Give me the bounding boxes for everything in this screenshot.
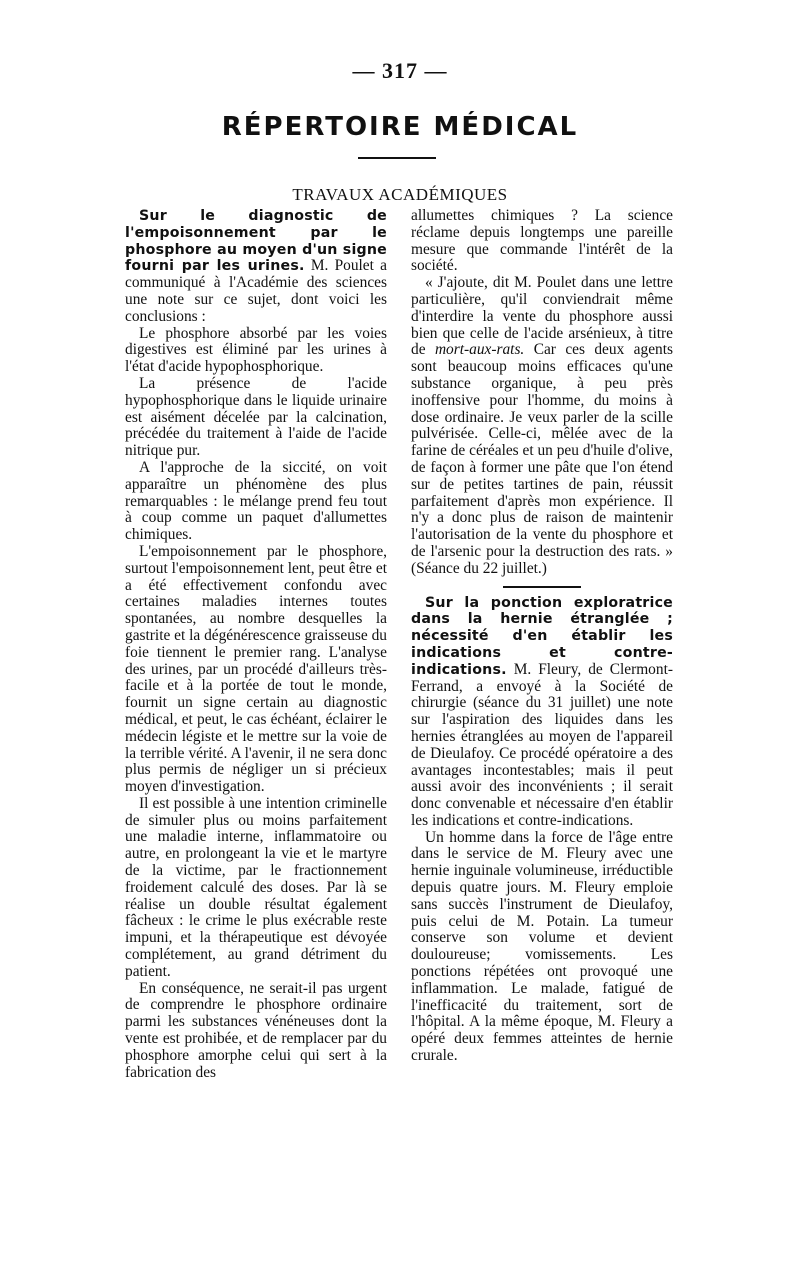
- subsection-title: TRAVAUX ACADÉMIQUES: [292, 185, 508, 204]
- title-divider: [358, 157, 436, 159]
- article1-paragraph: L'empoisonnement par le phosphore, surtout l'empoisonnement lent, peut être et a été effectivement confondu avec certaines maladies internes toutes spontanées, au nombre desquelles la gastrite et la dégénérescence graisseuse du foie tiennent le premier rang. L'analyse des urines, par un procédé d'ailleurs très-facile et à la portée de tout le monde, fournit un signe certain au diagnostic médical, et peut, le cas échéant, éclairer le médecin légiste et le mettre sur la voie de la terrible vérité. A l'avenir, il ne sera donc plus permis de négliger un si précieux moyen d'investigation.: [125, 542, 387, 796]
- article1-intro-text: M. Poulet a communiqué à l'Académie des sciences une note sur ce sujet, dont voici les conclusions :: [125, 257, 387, 325]
- article1-paragraph: A l'approche de la siccité, on voit apparaître un phénomène des plus remarquables : le mélange prend feu tout à coup comme un paquet d'allumettes chimiques.: [125, 458, 387, 544]
- article2-paragraph: Un homme dans la force de l'âge entre dans le service de M. Fleury avec une hernie inguinale volumineuse, irréductible depuis quatre jours. M. Fleury emploie sans succès l'instrument de Dieulafoy, puis celui de M. Potain. La tumeur conserve son volume et devient douloureuse; vomissements. Les ponctions répétées ont provoqué une inflammation. Le malade, fatigué de l'inefficacité du traitement, sort de l'hôpital. A la même époque, M. Fleury a opéré deux femmes atteintes de hernie crurale.: [411, 828, 673, 1065]
- page-number: — 317 —: [352, 58, 448, 83]
- article2-intro-text: M. Fleury, de Clermont-Ferrand, a envoyé à la Société de chirurgie (séance du 31 juillet) une note sur l'aspiration des liquides dans les hernies étranglées au moyen de l'appareil de Dieulafoy. Ce procédé opératoire a des avantages incontestables; mais il peut aussi avoir des inconvénients ; il serait donc convenable et nécessaire d'en établir les indications et contre-indications.: [411, 660, 673, 829]
- article1-paragraph: La présence de l'acide hypophosphorique dans le liquide urinaire est aisément décelée par la calcination, précédée du traitement à l'aide de l'acide nitrique pur.: [125, 374, 387, 460]
- article1-heading: Sur le diagnostic de l'empoisonnement par le phosphore au moyen d'un signe fourni par les urines.: [125, 208, 387, 275]
- article1-paragraph: En conséquence, ne serait-il pas urgent de comprendre le phosphore ordinaire parmi les substances vénéneuses dont la vente est prohibée, et de remplacer par du phosphore amorphe celui qui sert à la fabrication des: [125, 979, 387, 1081]
- quote-text-b: Car ces deux agents sont beaucoup moins efficaces qu'une substance organique, à peu près inoffensive pour l'homme, du moins à dose ordinaire. Je veux parler de la scille pulvérisée. Celle-ci, mêlée avec de la farine de céréales et un peu d'huile d'olive, de façon à former une pâte que l'on étend sur de petites tartines de pain, réussit parfaitement d'après mon expérience. Il n'y a donc plus de raison de maintenir l'autorisation de la vente du phosphore et de l'arsenic pour la destruction des rats. » (Séance du 22 juillet.): [411, 341, 673, 577]
- article1-paragraph: Il est possible à une intention criminelle de simuler plus ou moins parfaitement une maladie interne, inflammatoire ou autre, en prolongeant la vie et le martyre de la victime, par le fractionnement froidement calculé des doses. Par là se réalise un double résultat également fâcheux : le crime le plus exécrable reste impuni, et la thérapeutique est dévoyée complétement, au grand détriment du patient.: [125, 794, 387, 980]
- quote-italic: mort-aux-rats.: [434, 341, 525, 359]
- article1-intro: [125, 208, 387, 326]
- article2-intro: [411, 595, 673, 830]
- article1-paragraph: Le phosphore absorbé par les voies digestives est éliminé par les urines à l'état d'acide hypophosphorique.: [125, 324, 387, 376]
- section-title: RÉPERTOIRE MÉDICAL: [221, 112, 579, 142]
- article-divider: [503, 586, 581, 588]
- article2-heading: Sur la ponction exploratrice dans la hernie étranglée ; nécessité d'en établir les indications et contre-indications.: [411, 594, 673, 678]
- right-column: [411, 208, 673, 1065]
- article1-quote: [411, 275, 673, 577]
- quote-text-a: « J'ajoute, dit M. Poulet dans une lettre particulière, qu'il conviendrait même d'interdire la vente du phosphore aussi bien que celle de l'acide arsénieux, à titre de: [411, 274, 673, 359]
- article1-continuation: allumettes chimiques ? La science réclame depuis longtemps une pareille mesure que commande l'intérêt de la société.: [411, 207, 673, 275]
- left-column: [125, 208, 387, 1081]
